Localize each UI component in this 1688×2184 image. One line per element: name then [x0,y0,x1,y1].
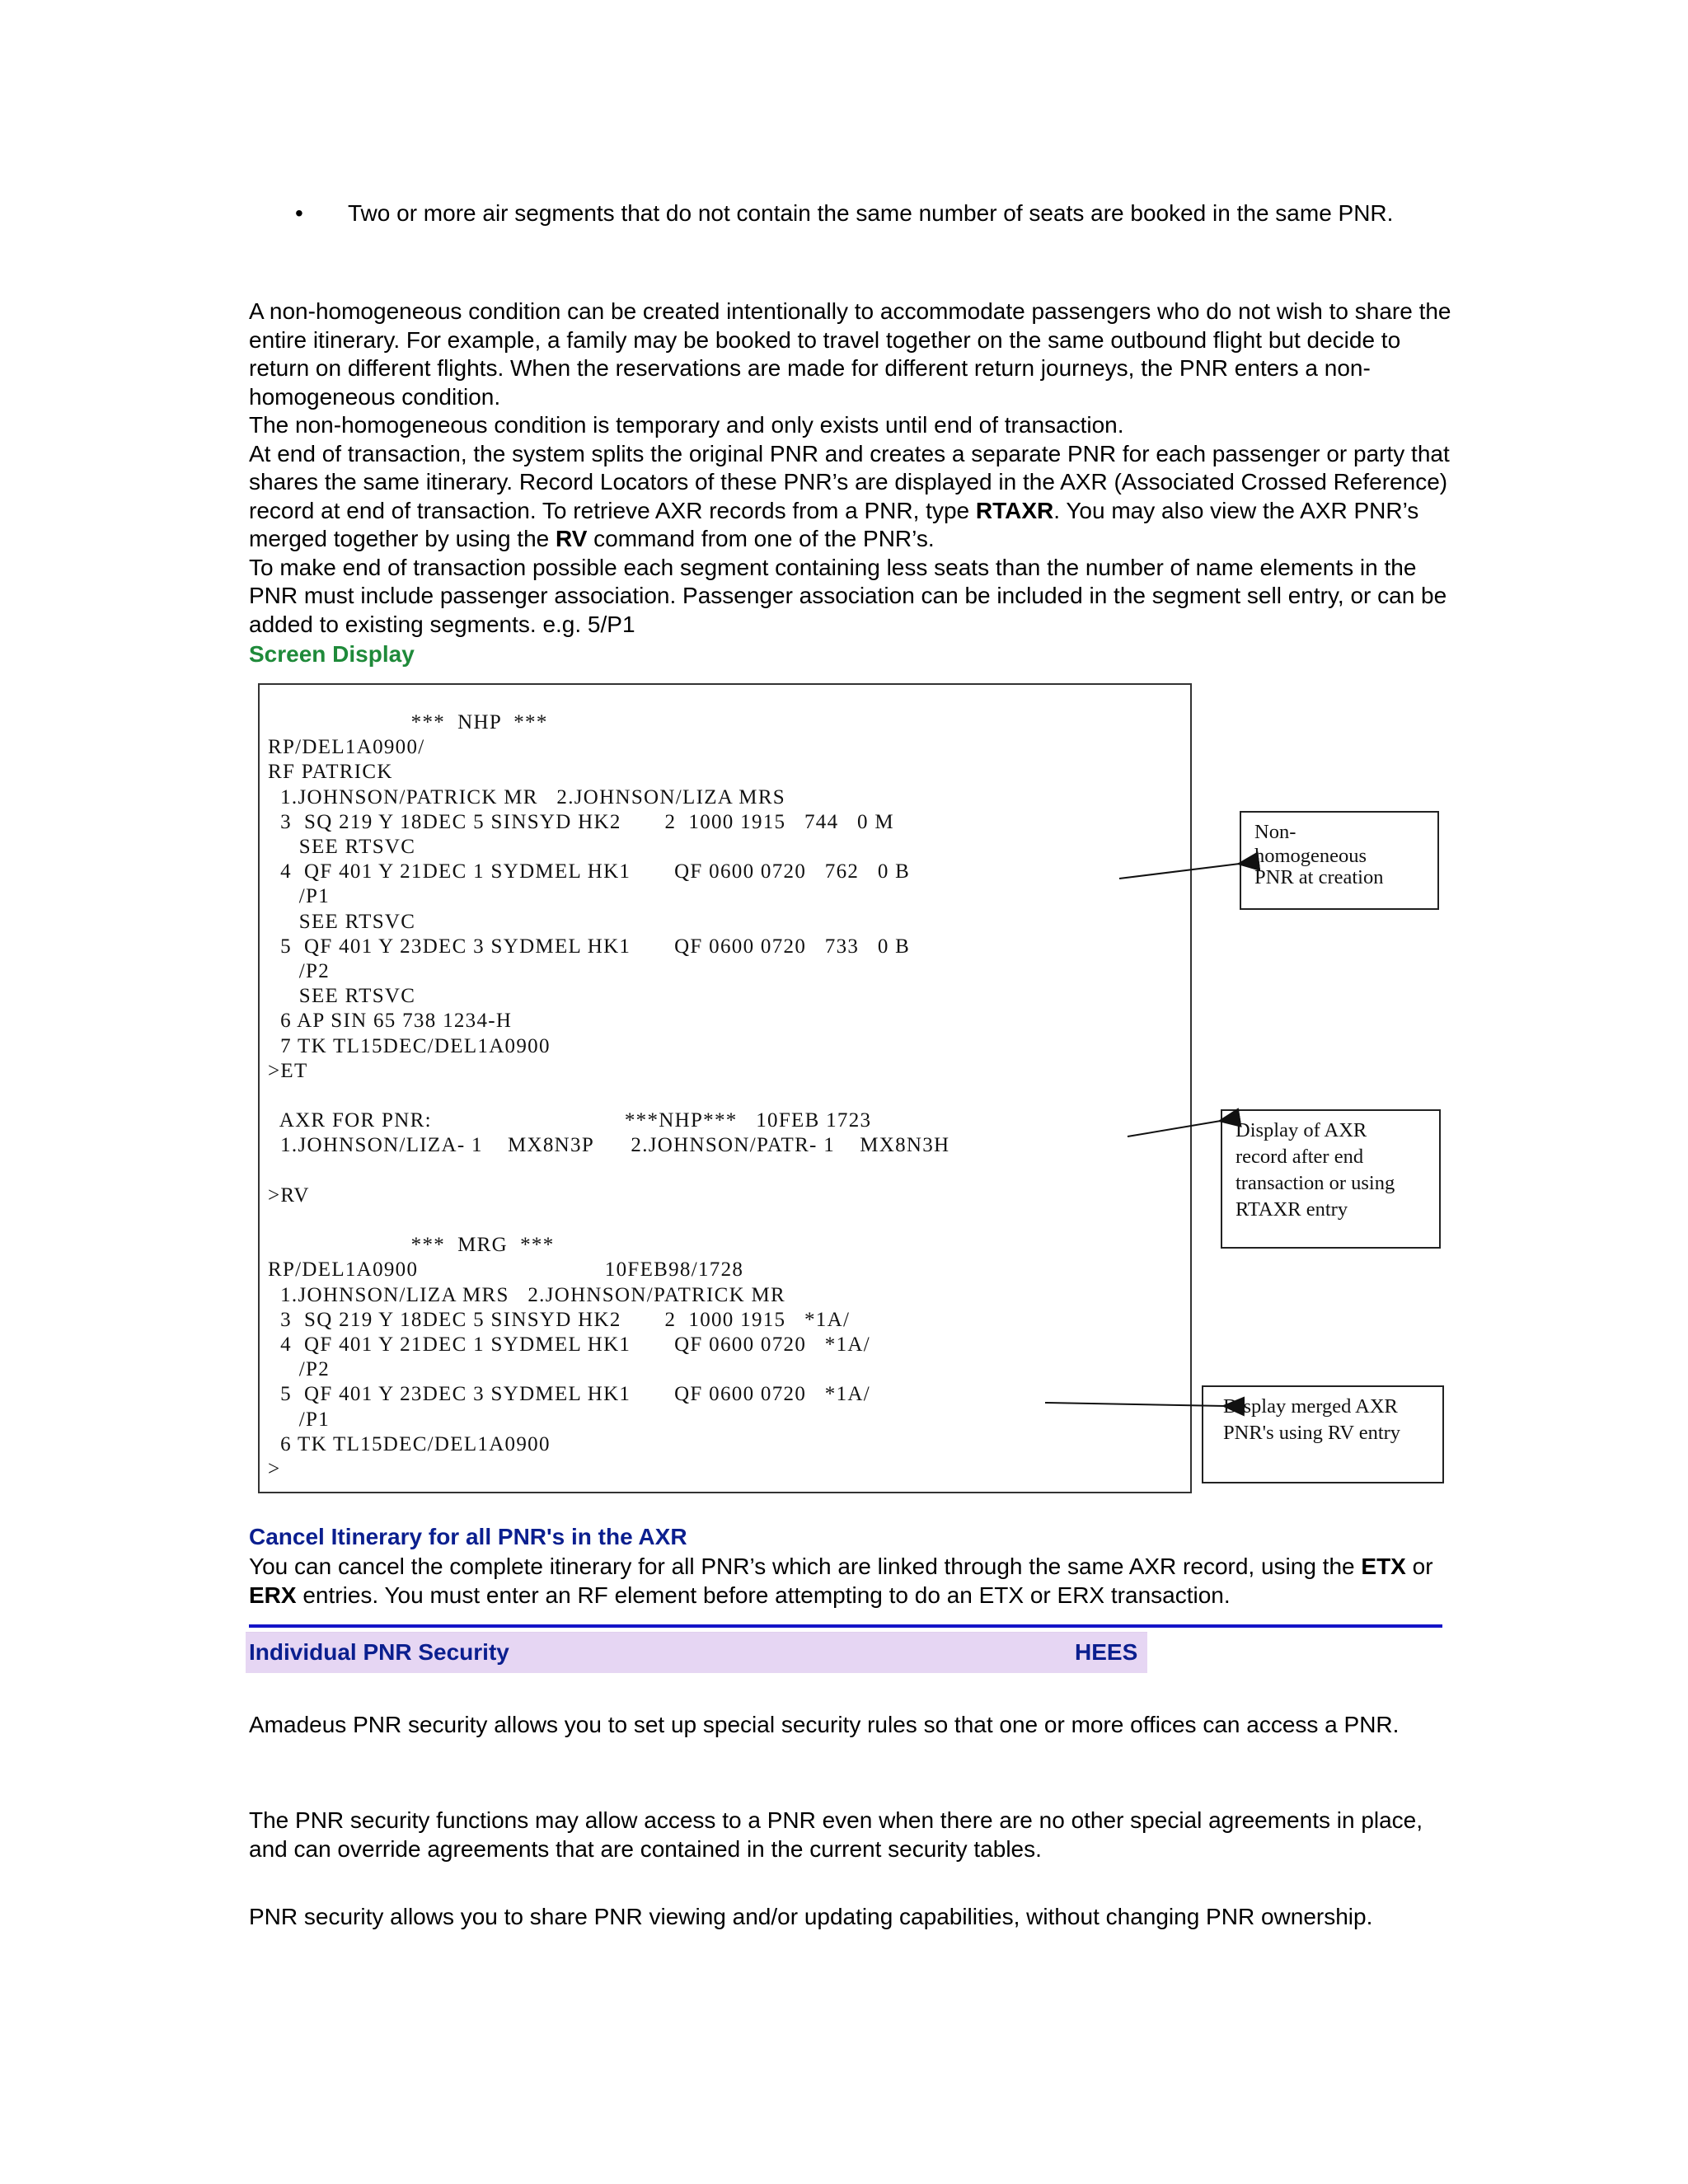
terminal-line: RF PATRICK [268,761,393,784]
callout-nhp-line: homogeneous [1254,845,1367,867]
terminal-line: 5 QF 401 Y 23DEC 3 SYDMEL HK1 QF 0600 0720 733 0 B [280,935,911,958]
cancel-itinerary-heading: Cancel Itinerary for all PNR's in the AXR [249,1524,687,1549]
terminal-line: > [268,1458,281,1481]
terminal-line: 1.JOHNSON/LIZA MRS 2.JOHNSON/PATRICK MR [280,1283,785,1306]
terminal-line: /P1 [298,1408,330,1431]
cancel-text: You can cancel the complete itinerary for all PNR’s which are linked through the same AXR record, using the [249,1554,1362,1579]
terminal-line: 4 QF 401 Y 21DEC 1 SYDMEL HK1 QF 0600 0720 *1A/ [280,1333,870,1357]
terminal-line: /P2 [298,960,330,983]
callout-axr-line: record after end [1236,1146,1364,1168]
terminal-line: *** MRG *** [410,1234,555,1257]
terminal-line: RP/DEL1A0900/ [268,736,425,759]
section-title: Individual PNR Security [249,1639,509,1665]
cancel-text: or [1405,1554,1433,1579]
terminal-line: AXR FOR PNR: ***NHP*** 10FEB 1723 [279,1109,872,1132]
intro-text: At end of transaction, the system splits the original PNR and creates a separate PNR for each passenger or party that shares the same itinerary. Record Locators of these PNR’s are displayed in the AXR (Associated Crossed Reference) record at end of transaction. To retrieve AXR records from a PNR, type [249,440,1450,523]
callout-nhp-line: PNR at creation [1254,866,1384,888]
section-header-bar [246,1632,1147,1673]
arrow-nhp [1119,864,1240,879]
callout-rv-line: PNR's using RV entry [1223,1422,1401,1444]
terminal-line: 7 TK TL15DEC/DEL1A0900 [280,1034,551,1057]
terminal-line: >RV [268,1183,310,1207]
terminal-line: >ET [268,1059,308,1082]
callout-axr-line: RTAXR entry [1236,1198,1348,1221]
terminal-line: 6 TK TL15DEC/DEL1A0900 [280,1432,551,1455]
terminal-line: SEE RTSVC [298,910,416,933]
command-erx: ERX [249,1582,297,1608]
cancel-itinerary-text [249,1553,1452,1610]
intro-paragraph-4: To make end of transaction possible each segment containing less seats than the number of name elements in the PNR must include passenger association. Passenger association can be included in the segment sell entry, or can be added to existing segments. e.g. 5/P1 [249,554,1447,637]
callout-rv-line: Display merged AXR [1223,1395,1398,1418]
bullet-text: Two or more air segments that do not contain the same number of seats are booked in the same PNR. [348,200,1394,226]
callout-nhp-line: Non- [1254,821,1296,843]
terminal-line: SEE RTSVC [298,985,416,1008]
security-paragraph-1: Amadeus PNR security allows you to set up special security rules so that one or more offices can access a PNR. [249,1712,1400,1737]
command-rtaxr: RTAXR [975,497,1054,523]
terminal-line: /P2 [298,1358,330,1381]
cancel-text: entries. You must enter an RF element before attempting to do an ETX or ERX transaction. [296,1582,1231,1608]
command-etx: ETX [1361,1554,1406,1579]
bullet-symbol: • [295,200,303,226]
screen-display-heading: Screen Display [249,641,415,667]
callout-axr-line: Display of AXR [1236,1119,1367,1141]
terminal-line: *** NHP *** [410,711,548,733]
intro-text: command from one of the PNR’s. [587,526,935,551]
command-rv: RV [556,526,588,551]
terminal-line: 5 QF 401 Y 23DEC 3 SYDMEL HK1 QF 0600 0720 *1A/ [280,1383,870,1406]
terminal-line: 3 SQ 219 Y 18DEC 5 SINSYD HK2 2 1000 1915 *1A/ [280,1308,851,1331]
arrow-axr [1128,1121,1221,1137]
section-code: HEES [1075,1639,1138,1665]
terminal-line: SEE RTSVC [298,836,416,859]
terminal-line: 1.JOHNSON/PATRICK MR 2.JOHNSON/LIZA MRS [280,785,785,808]
intro-text: . You may also view the AXR PNR’s merged together by using the [249,497,1419,551]
terminal-line: /P1 [298,885,330,908]
security-paragraph-3: PNR security allows you to share PNR viewing and/or updating capabilities, without changing PNR ownership. [249,1904,1373,1929]
terminal-line: 6 AP SIN 65 738 1234-H [280,1010,513,1033]
security-paragraph-2: The PNR security functions may allow access to a PNR even when there are no other special agreements in place, and can override agreements that are contained in the current security tables. [249,1807,1423,1862]
intro-paragraph-2: The non-homogeneous condition is temporary and only exists until end of transaction. [249,412,1124,438]
section-divider [249,1624,1442,1628]
arrow-rv [1045,1403,1225,1406]
intro-paragraph-1: A non-homogeneous condition can be created intentionally to accommodate passengers who do not wish to share the entire itinerary. For example, a family may be booked to travel together on the same outbound flight but decide to return on different flights. When the reservations are made for different return journeys, the PNR enters a non-homogeneous condition. [249,298,1451,410]
terminal-line: 4 QF 401 Y 21DEC 1 SYDMEL HK1 QF 0600 0720 762 0 B [280,860,911,883]
terminal-line: 1.JOHNSON/LIZA- 1 MX8N3P 2.JOHNSON/PATR- 1 MX8N3H [280,1134,950,1157]
callout-axr-line: transaction or using [1236,1172,1395,1194]
terminal-line: RP/DEL1A0900 10FEB98/1728 [268,1258,744,1282]
terminal-line: 3 SQ 219 Y 18DEC 5 SINSYD HK2 2 1000 1915 744 0 M [280,810,894,833]
